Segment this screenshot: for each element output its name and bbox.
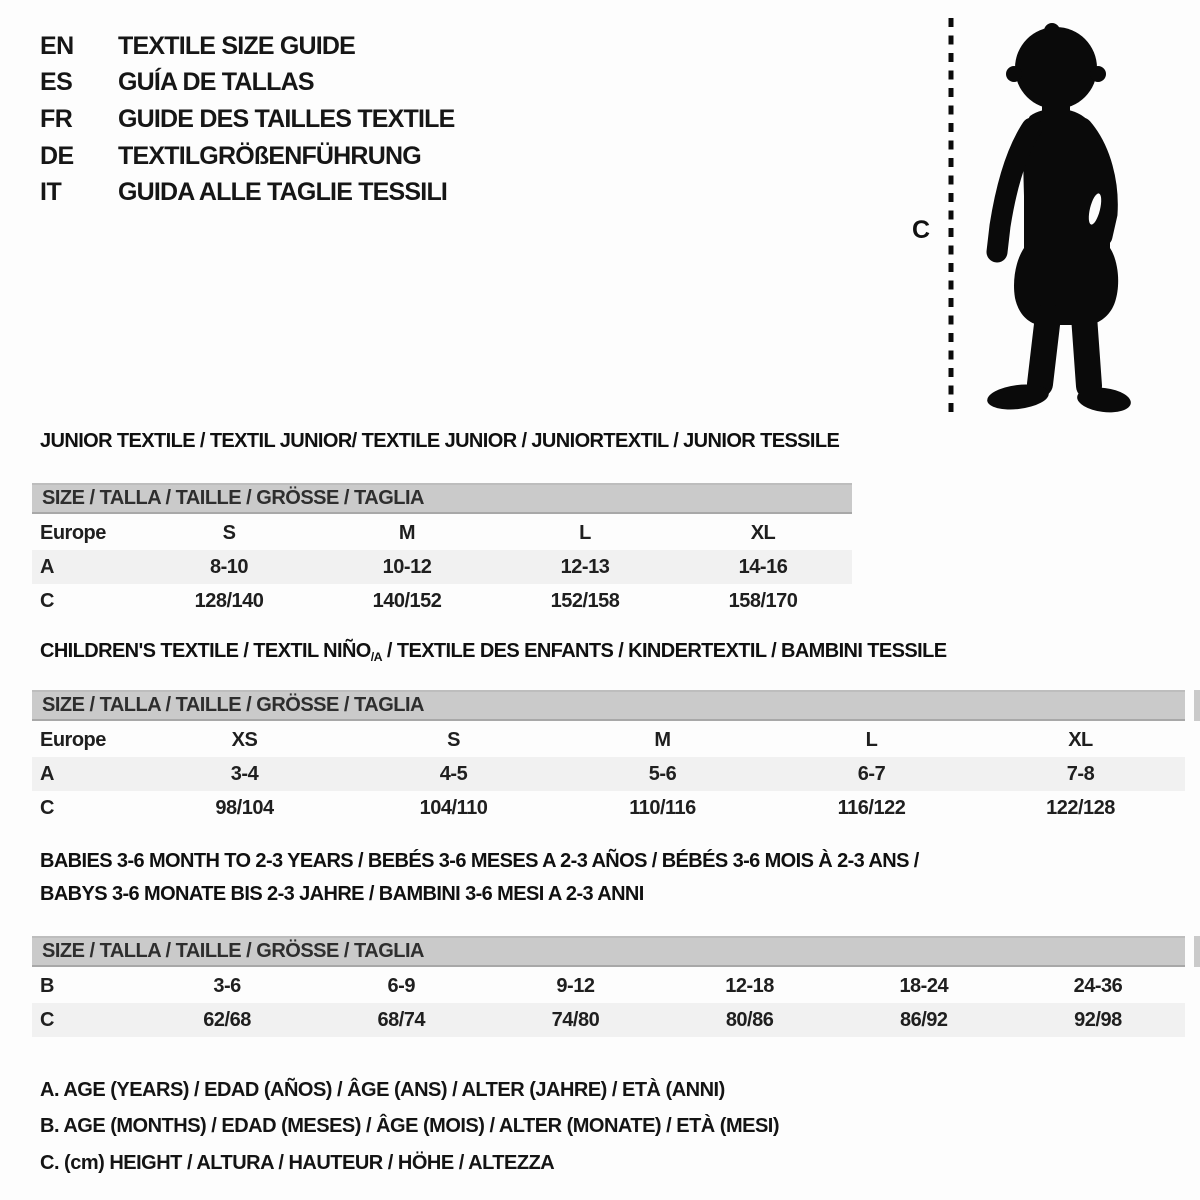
toddler-silhouette-icon — [900, 10, 1200, 420]
table-cell: S — [222, 521, 236, 544]
size-header-label: SIZE / TALLA / TAILLE / GRÖSSE / TAGLIA — [42, 487, 424, 509]
table-cell: 14-16 — [738, 555, 788, 578]
table-cell: XS — [231, 728, 258, 751]
table-cell: 12-18 — [725, 974, 774, 997]
table-row — [32, 584, 852, 618]
children-section-title — [40, 640, 946, 663]
cropped-table-edge — [1194, 936, 1200, 967]
junior-size-table — [32, 516, 852, 618]
row-label: Europe — [40, 521, 106, 544]
legend-age-years: A. AGE (YEARS) / EDAD (AÑOS) / ÂGE (ANS) / ALTER (JAHRE) / ETÀ (ANNI) — [40, 1078, 725, 1101]
table-cell: 80/86 — [725, 1008, 774, 1031]
guide-title-de: TEXTILGRÖßENFÜHRUNG — [118, 141, 421, 170]
language-code: ES — [40, 68, 73, 97]
table-cell: 110/116 — [629, 796, 696, 819]
table-cell: 10-12 — [382, 555, 432, 578]
row-label: A — [40, 762, 54, 785]
babies-size-table — [32, 969, 1185, 1037]
table-cell: 140/152 — [372, 589, 442, 612]
table-cell: 6-9 — [387, 974, 415, 997]
table-row — [32, 550, 852, 584]
table-cell: 128/140 — [194, 589, 264, 612]
language-row-en — [40, 28, 455, 65]
legend-height-cm: C. (cm) HEIGHT / ALTURA / HAUTEUR / HÖHE / ALTEZZA — [40, 1151, 555, 1174]
table-cell: 24-36 — [1073, 974, 1123, 997]
table-row — [32, 723, 1185, 757]
table-cell: 92/98 — [1074, 1008, 1122, 1031]
language-code: FR — [40, 104, 73, 133]
table-cell: XL — [1068, 728, 1093, 751]
language-row-es — [40, 65, 455, 102]
babies-section-title-line2: BABYS 3-6 MONATE BIS 2-3 JAHRE / BAMBINI 3-6 MESI A 2-3 ANNI — [40, 883, 644, 905]
table-cell: M — [398, 521, 416, 544]
language-title-list — [40, 28, 455, 211]
guide-title-fr: GUIDE DES TAILLES TEXTILE — [118, 104, 455, 133]
table-cell: 8-10 — [209, 555, 249, 578]
children-textile-section — [32, 640, 1185, 827]
babies-size-header-bar — [32, 936, 1185, 967]
guide-title-it: GUIDA ALLE TAGLIE TESSILI — [118, 178, 448, 207]
babies-section-title-line1: BABIES 3-6 MONTH TO 2-3 YEARS / BEBÉS 3-6 MESES A 2-3 AÑOS / BÉBÉS 3-6 MOIS À 2-3 ANS / — [40, 850, 919, 872]
table-cell: 74/80 — [551, 1008, 600, 1031]
table-cell: XL — [750, 521, 776, 544]
table-row — [32, 757, 1185, 791]
children-size-header-bar — [32, 690, 1185, 721]
size-header-label: SIZE / TALLA / TAILLE / GRÖSSE / TAGLIA — [42, 940, 424, 962]
table-cell: 86/92 — [899, 1008, 948, 1031]
children-title-subscript: /A — [370, 650, 382, 664]
table-cell: 12-13 — [560, 555, 610, 578]
junior-section-title: JUNIOR TEXTILE / TEXTIL JUNIOR/ TEXTILE JUNIOR / JUNIORTEXTIL / JUNIOR TESSILE — [40, 430, 840, 452]
row-label: B — [40, 974, 54, 997]
table-cell: 5-6 — [648, 762, 677, 785]
table-row — [32, 791, 1185, 825]
table-cell: 7-8 — [1066, 762, 1095, 785]
table-cell: 152/158 — [550, 589, 620, 612]
table-cell: 122/128 — [1046, 796, 1115, 819]
table-cell: L — [579, 521, 591, 544]
table-cell: L — [865, 728, 878, 751]
table-cell: 62/68 — [203, 1008, 251, 1031]
table-cell: 18-24 — [899, 974, 949, 997]
table-cell: M — [654, 728, 671, 751]
row-label: C — [40, 1008, 54, 1031]
table-row — [32, 516, 852, 550]
language-code: IT — [40, 178, 62, 207]
table-cell: 3-6 — [213, 974, 241, 997]
table-cell: 98/104 — [215, 796, 274, 819]
legend-age-months: B. AGE (MONTHS) / EDAD (MESES) / ÂGE (MOIS) / ALTER (MONATE) / ETÀ (MESI) — [40, 1115, 780, 1138]
language-code: DE — [40, 141, 74, 170]
table-cell: 104/110 — [419, 796, 488, 819]
size-header-label: SIZE / TALLA / TAILLE / GRÖSSE / TAGLIA — [42, 694, 424, 716]
junior-size-header-bar — [32, 483, 852, 514]
row-label: Europe — [40, 728, 106, 751]
language-row-fr — [40, 101, 455, 138]
table-cell: 9-12 — [556, 974, 595, 997]
guide-title-es: GUÍA DE TALLAS — [118, 68, 314, 97]
table-cell: 3-4 — [230, 762, 259, 785]
measurement-legend — [40, 1072, 779, 1182]
row-label: C — [40, 589, 54, 612]
children-size-table — [32, 723, 1185, 825]
table-cell: 6-7 — [857, 762, 886, 785]
table-cell: 116/122 — [837, 796, 906, 819]
row-label: A — [40, 555, 54, 578]
cropped-table-edge — [1194, 690, 1200, 721]
table-row — [32, 969, 1185, 1003]
row-label: C — [40, 796, 54, 819]
language-row-it — [40, 174, 455, 211]
table-cell: 158/170 — [728, 589, 798, 612]
junior-textile-section — [32, 430, 852, 620]
language-code: EN — [40, 31, 74, 60]
children-title-suffix: / TEXTILE DES ENFANTS / KINDERTEXTIL / BAMBINI TESSILE — [381, 640, 947, 662]
children-title-prefix: CHILDREN'S TEXTILE / TEXTIL NIÑO — [40, 640, 371, 662]
height-measure-label: C — [912, 216, 931, 244]
table-cell: 4-5 — [439, 762, 468, 785]
table-row — [32, 1003, 1185, 1037]
babies-textile-section — [32, 850, 1185, 1039]
toddler-silhouette-figure — [900, 10, 1200, 420]
table-cell: S — [447, 728, 460, 751]
toddler-silhouette-shape — [986, 23, 1132, 415]
table-cell: 68/74 — [377, 1008, 426, 1031]
guide-title-en: TEXTILE SIZE GUIDE — [118, 31, 356, 60]
language-row-de — [40, 138, 455, 175]
